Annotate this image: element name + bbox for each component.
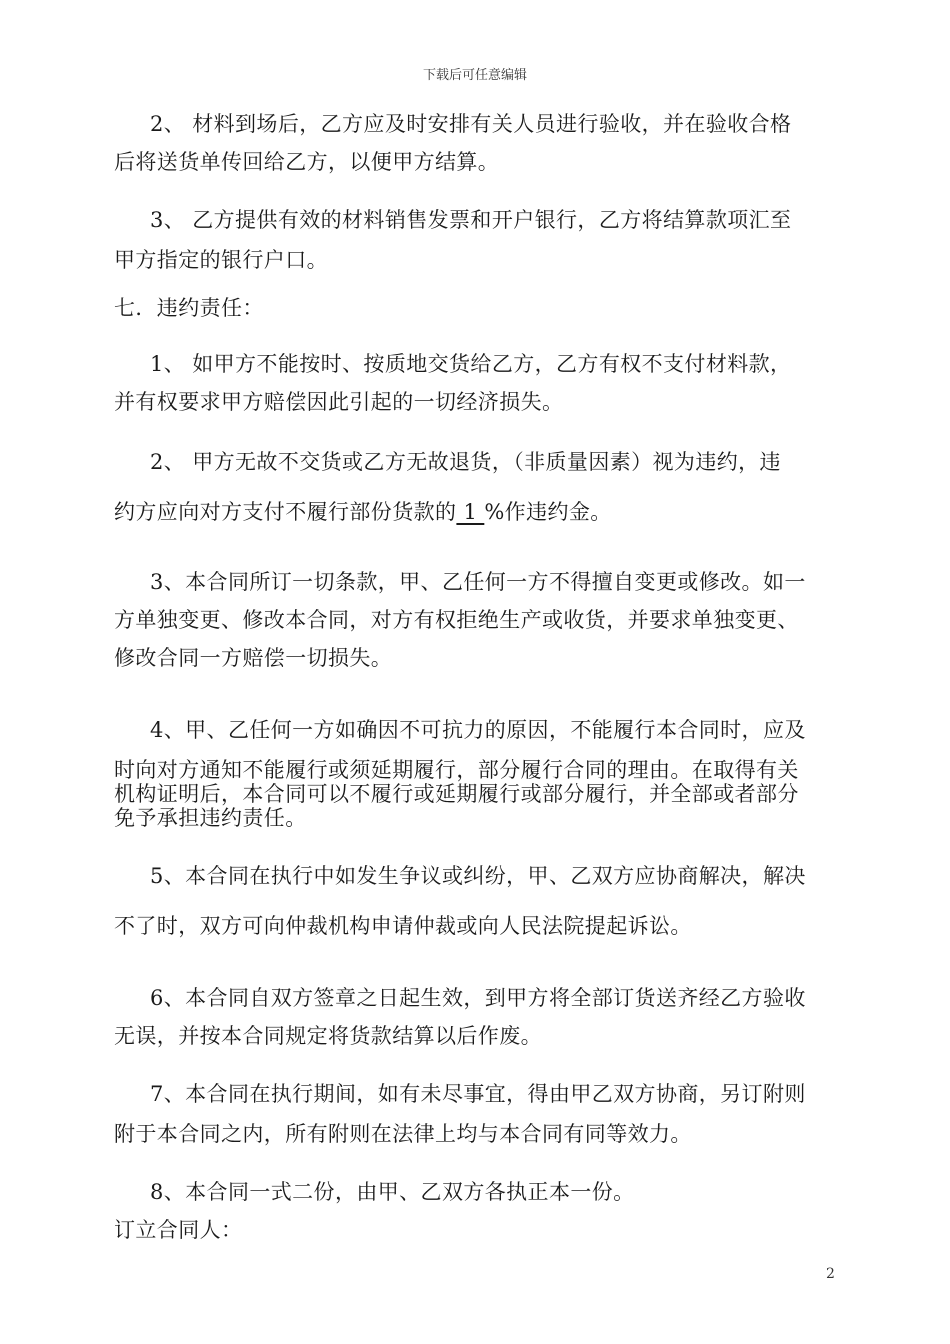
text-line: 8、本合同一式二份，由甲、乙双方各执正本一份。 bbox=[150, 1180, 635, 1204]
text-line: 1、 如甲方不能按时、按质地交货给乙方，乙方有权不支付材料款， bbox=[150, 352, 792, 376]
text-line: 2、 材料到场后，乙方应及时安排有关人员进行验收，并在验收合格 bbox=[150, 112, 792, 136]
section-heading: 七．违约责任： bbox=[114, 296, 264, 320]
page-number: 2 bbox=[826, 1266, 835, 1282]
text-line: 不了时，双方可向仲裁机构申请仲裁或向人民法院提起诉讼。 bbox=[114, 914, 692, 938]
text-line: 方单独变更、修改本合同，对方有权拒绝生产或收货，并要求单独变更、 bbox=[114, 608, 799, 632]
text-line: 5、本合同在执行中如发生争议或纠纷，甲、乙双方应协商解决，解决 bbox=[150, 864, 806, 888]
text-line bbox=[114, 500, 834, 524]
penalty-percent-value: 1 bbox=[456, 500, 485, 524]
text-segment: 约方应向对方支付不履行部份货款的 bbox=[114, 500, 457, 524]
text-line: 免予承担违约责任。 bbox=[114, 806, 307, 830]
text-line: 修改合同一方赔偿一切损失。 bbox=[114, 646, 393, 670]
text-line: 2、 甲方无故不交货或乙方无故退货，（非质量因素）视为违约，违 bbox=[150, 450, 781, 474]
text-line: 并有权要求甲方赔偿因此引起的一切经济损失。 bbox=[114, 390, 564, 414]
text-line: 6、本合同自双方签章之日起生效，到甲方将全部订货送齐经乙方验收 bbox=[150, 986, 806, 1010]
text-line: 3、 乙方提供有效的材料销售发票和开户银行，乙方将结算款项汇至 bbox=[150, 208, 792, 232]
text-line: 时向对方通知不能履行或须延期履行，部分履行合同的理由。在取得有关 bbox=[114, 758, 799, 782]
text-line: 甲方指定的银行户口。 bbox=[114, 248, 328, 272]
text-line: 7、本合同在执行期间，如有未尽事宜，得由甲乙双方协商，另订附则 bbox=[150, 1082, 806, 1106]
page-header-note: 下载后可任意编辑 bbox=[422, 68, 527, 83]
text-segment: %作违约金。 bbox=[484, 500, 612, 524]
signatory-label: 订立合同人： bbox=[114, 1218, 243, 1242]
text-line: 后将送货单传回给乙方，以便甲方结算。 bbox=[114, 150, 500, 174]
text-line: 附于本合同之内，所有附则在法律上均与本合同有同等效力。 bbox=[114, 1122, 692, 1146]
text-line: 机构证明后，本合同可以不履行或延期履行或部分履行，并全部或者部分 bbox=[114, 782, 799, 806]
text-line: 3、本合同所订一切条款，甲、乙任何一方不得擅自变更或修改。如一 bbox=[150, 570, 806, 594]
text-line: 4、甲、乙任何一方如确因不可抗力的原因，不能履行本合同时，应及 bbox=[150, 718, 806, 742]
text-line: 无误，并按本合同规定将货款结算以后作废。 bbox=[114, 1024, 542, 1048]
